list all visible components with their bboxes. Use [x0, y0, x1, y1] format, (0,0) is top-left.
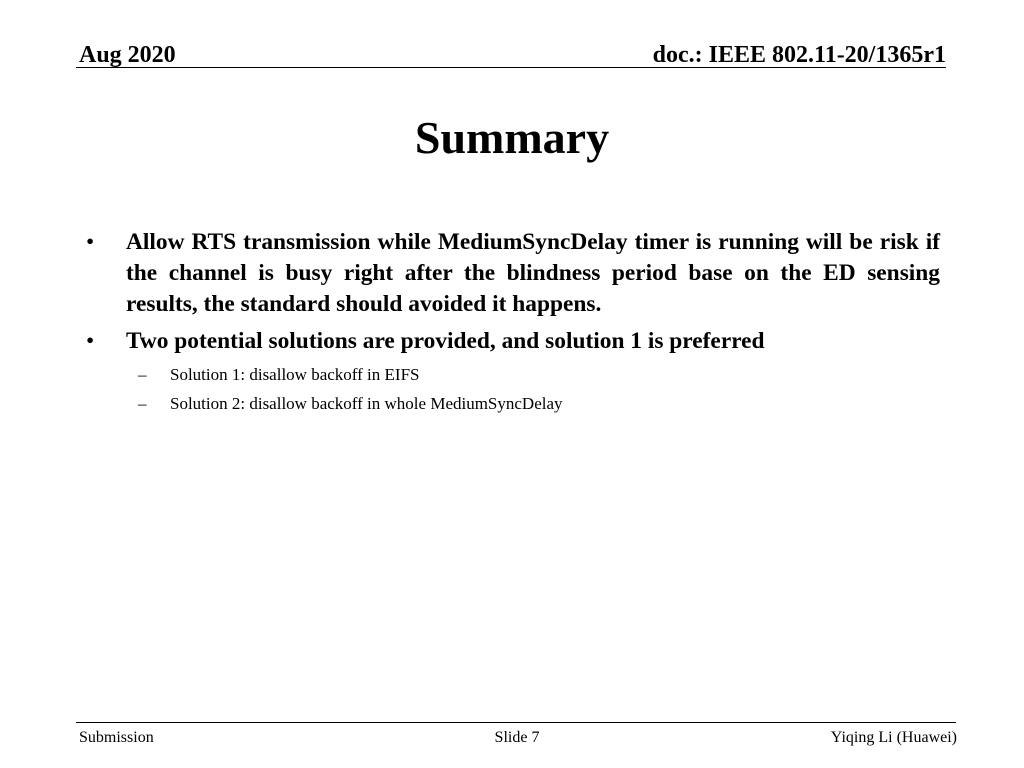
bullet-list [80, 227, 940, 421]
footer-rule [76, 722, 956, 723]
sub-bullet-item [80, 392, 940, 416]
sub-bullet-marker: – [138, 394, 147, 413]
bullet-marker: • [86, 229, 95, 255]
bullet-text: Allow RTS transmission while MediumSyncDelay timer is running will be risk if the channel is busy right after the blindness period base on the ED sensing results, the standard should avoided it happens. [126, 229, 940, 317]
sub-bullet-text: Solution 1: disallow backoff in EIFS [170, 365, 420, 384]
bullet-item [80, 326, 940, 357]
slide-title: Summary [414, 112, 610, 163]
sub-bullet-marker: – [138, 365, 147, 384]
bullet-marker: • [86, 328, 95, 354]
sub-bullet-text: Solution 2: disallow backoff in whole MediumSyncDelay [170, 394, 563, 413]
footer-slide-number: Slide 7 [494, 729, 540, 746]
header-doc-id: doc.: IEEE 802.11-20/1365r1 [652, 42, 946, 68]
header-rule [76, 67, 946, 68]
header-date: Aug 2020 [79, 42, 176, 68]
bullet-text: Two potential solutions are provided, and solution 1 is preferred [126, 328, 765, 354]
footer-submission: Submission [79, 729, 154, 746]
sub-bullet-item [80, 363, 940, 387]
bullet-item [80, 227, 940, 320]
footer-author: Yiqing Li (Huawei) [830, 729, 957, 746]
